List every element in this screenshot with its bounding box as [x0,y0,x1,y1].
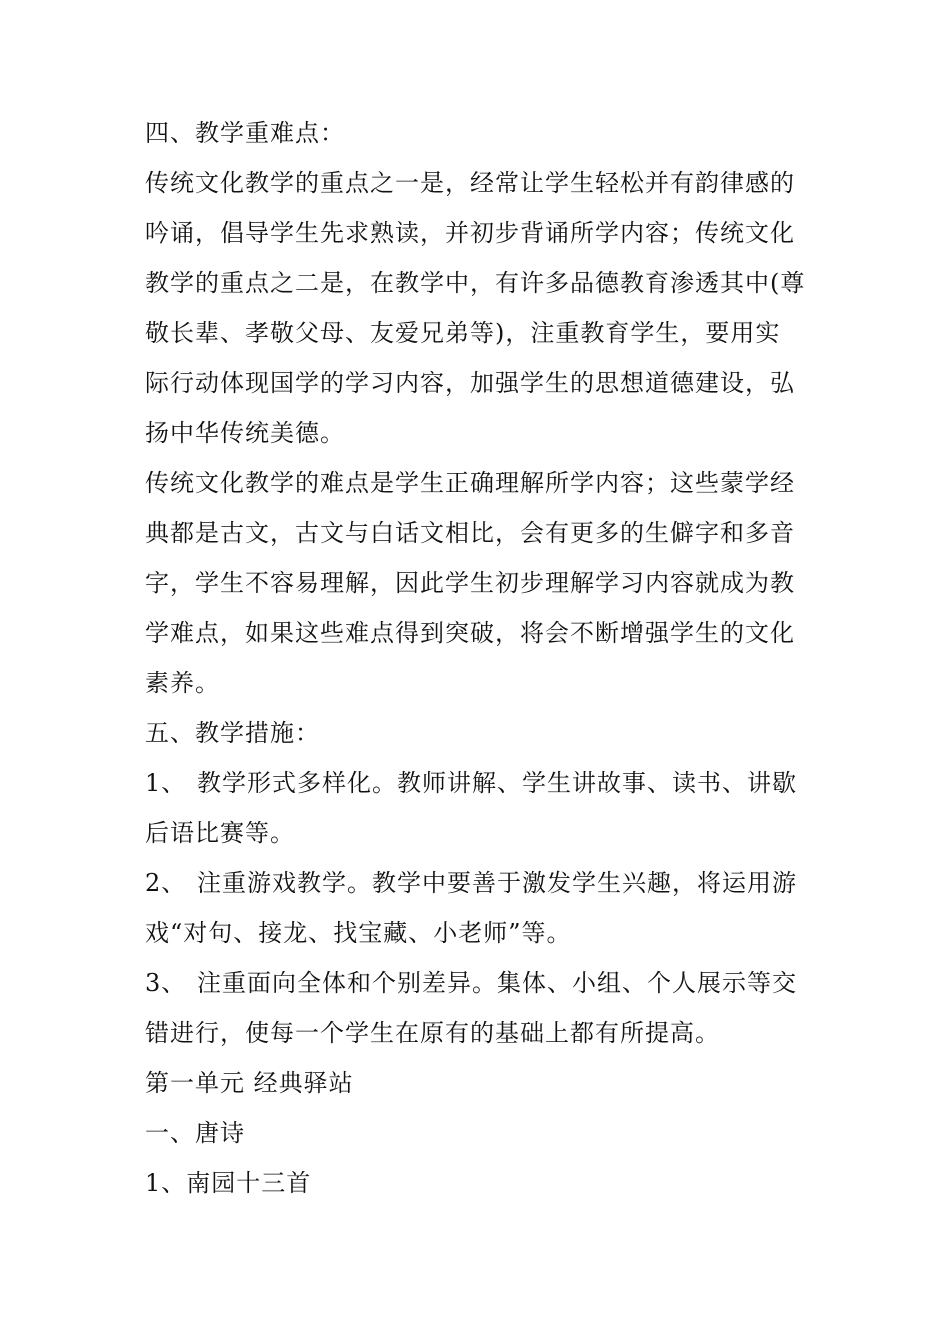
section-heading-measures: 五、教学措施： [145,719,320,747]
list-item [145,858,815,958]
list-item [145,758,815,858]
list-item-text: 注重游戏教学。教学中要善于激发学生兴趣，将运用游 [197,869,797,897]
list-item-text: 错进行，使每一个学生在原有的基础上都有所提高。 [145,1019,720,1047]
text-line: 际行动体现国学的学习内容，加强学生的思想道德建设，弘 [145,369,795,397]
section-heading-difficulties: 四、教学重难点： [145,119,345,147]
text-line: 扬中华传统美德。 [145,419,345,447]
list-item-text: 后语比赛等。 [145,819,295,847]
document-body [145,108,815,1208]
list-item-text: 注重面向全体和个别差异。集体、小组、个人展示等交 [197,969,797,997]
lesson-title: 1、南园十三首 [145,1169,312,1197]
text-line: 学难点，如果这些难点得到突破，将会不断增强学生的文化 [145,619,795,647]
text-line: 素养。 [145,669,220,697]
paragraph-difficulties [145,458,815,708]
text-line: 字，学生不容易理解，因此学生初步理解学习内容就成为教 [145,569,795,597]
list-item-text: 教学形式多样化。教师讲解、学生讲故事、读书、讲歇 [197,769,797,797]
measures-list [145,758,815,1058]
section-title: 一、唐诗 [145,1119,245,1147]
list-item-number: 3、 [145,969,187,997]
list-item [145,958,815,1058]
paragraph-key-points [145,158,815,458]
text-line: 传统文化教学的难点是学生正确理解所学内容；这些蒙学经 [145,469,795,497]
text-line: 吟诵，倡导学生先求熟读，并初步背诵所学内容；传统文化 [145,219,795,247]
text-line: 典都是古文，古文与白话文相比，会有更多的生僻字和多音 [145,519,795,547]
list-item-number: 1、 [145,769,187,797]
text-line: 敬长辈、孝敬父母、友爱兄弟等)，注重教育学生，要用实 [145,319,781,347]
list-item-number: 2、 [145,869,187,897]
list-item-text: 戏“对句、接龙、找宝藏、小老师”等。 [145,919,572,947]
unit-title: 第一单元 经典驿站 [145,1069,354,1097]
text-line: 传统文化教学的重点之一是，经常让学生轻松并有韵律感的 [145,169,795,197]
text-line: 教学的重点之二是，在教学中，有许多品德教育渗透其中(尊 [145,269,806,297]
